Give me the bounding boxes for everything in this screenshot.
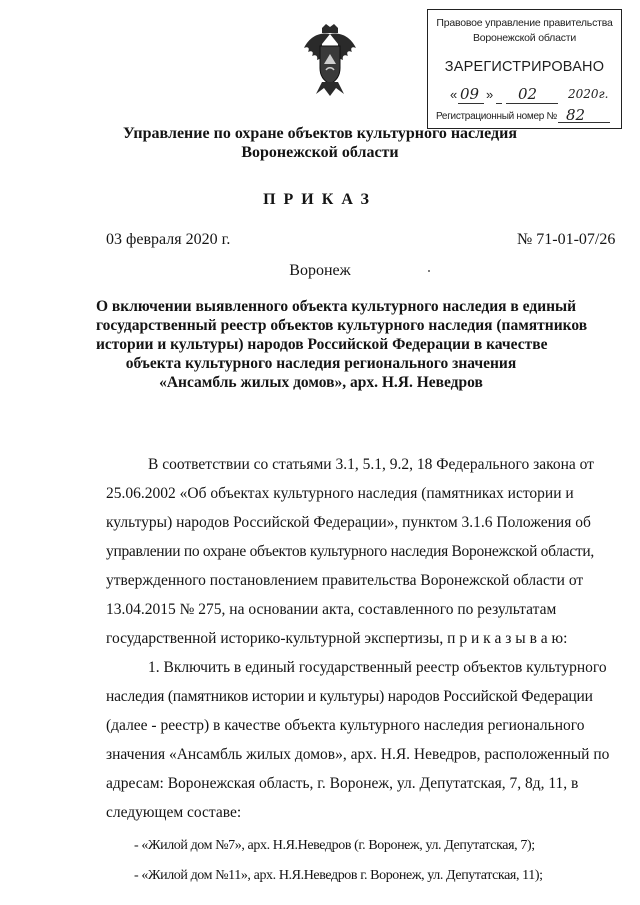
order-subject-title bbox=[96, 297, 588, 392]
title-line: О включении выявленного объекта культурного наследия в единый bbox=[96, 298, 577, 315]
body-paragraph1-line: 25.06.2002 «Об объектах культурного наследия (памятниках истории и bbox=[106, 485, 574, 502]
organization-name-line2: Воронежской области bbox=[241, 144, 399, 161]
title-line: истории и культуры) народов Российской Федерации в качестве bbox=[96, 336, 548, 353]
stamp-date: « 09 » 02 2020г. bbox=[450, 85, 609, 103]
body-paragraph2-line: значения «Ансамбль жилых домов», арх. Н.Я. Неведров, расположенный по bbox=[106, 746, 610, 763]
body-paragraph1-line: государственной историко-культурной экспертизы, п р и к а з ы в а ю: bbox=[106, 630, 568, 647]
document-type-title: ПРИКАЗ bbox=[263, 191, 377, 208]
stamp-registered-label: ЗАРЕГИСТРИРОВАНО bbox=[444, 59, 605, 75]
document-city: Воронеж bbox=[289, 262, 351, 279]
organization-name-line1: Управление по охране объектов культурного наследия bbox=[123, 125, 517, 142]
document-number: № 71-01-07/26 bbox=[517, 231, 616, 248]
coat-of-arms-emblem bbox=[300, 22, 360, 100]
stray-dot-mark bbox=[428, 270, 430, 272]
title-line: «Ансамбль жилых домов», арх. Н.Я. Неведров bbox=[159, 374, 483, 391]
body-paragraph2-line: (далее - реестр) в качестве объекта культурного наследия регионального bbox=[106, 717, 585, 734]
body-paragraph1-line: управлении по охране объектов культурного наследия Воронежской области, bbox=[106, 543, 594, 560]
stamp-date-year: 2020г. bbox=[568, 87, 609, 101]
body-paragraph1-line: культуры) народов Российской Федерации», пунктом 3.1.6 Положения об bbox=[106, 514, 591, 531]
stamp-authority-line2: Воронежской области bbox=[472, 32, 577, 44]
body-paragraph1-line: В соответствии со статьями 3.1, 5.1, 9.2, 18 Федерального закона от bbox=[148, 456, 594, 473]
title-line: государственный реестр объектов культурного наследия (памятников bbox=[96, 317, 588, 334]
list-item: - «Жилой дом №11», арх. Н.Я.Неведров г. Воронеж, ул. Депутатская, 11); bbox=[134, 868, 543, 883]
body-paragraph2-line: следующем составе: bbox=[106, 804, 242, 821]
document-date: 03 февраля 2020 г. bbox=[106, 231, 231, 248]
stamp-date-day: 09 bbox=[460, 85, 480, 103]
registration-stamp bbox=[427, 9, 622, 129]
body-paragraph2-line: наследия (памятников истории и культуры) народов Российской Федерации bbox=[106, 688, 593, 705]
body-paragraph1-line: 13.04.2015 № 275, на основании акта, составленного по результатам bbox=[106, 601, 557, 618]
body-paragraph1-line: утвержденного постановлением правительства Воронежской области от bbox=[106, 572, 584, 589]
stamp-reg-label: Регистрационный номер № bbox=[436, 111, 557, 122]
stamp-authority-line1: Правовое управление правительства bbox=[436, 17, 613, 29]
stamp-date-month: 02 bbox=[518, 85, 538, 103]
title-line: объекта культурного наследия регионального значения bbox=[125, 355, 517, 372]
list-item: - «Жилой дом №7», арх. Н.Я.Неведров (г. Воронеж, ул. Депутатская, 7); bbox=[134, 838, 535, 853]
stamp-reg-number: 82 bbox=[566, 106, 586, 124]
body-paragraph2-line: адресам: Воронежская область, г. Воронеж, ул. Депутатская, 7, 8д, 11, в bbox=[106, 775, 579, 792]
body-paragraph2-line: 1. Включить в единый государственный реестр объектов культурного bbox=[148, 659, 607, 676]
